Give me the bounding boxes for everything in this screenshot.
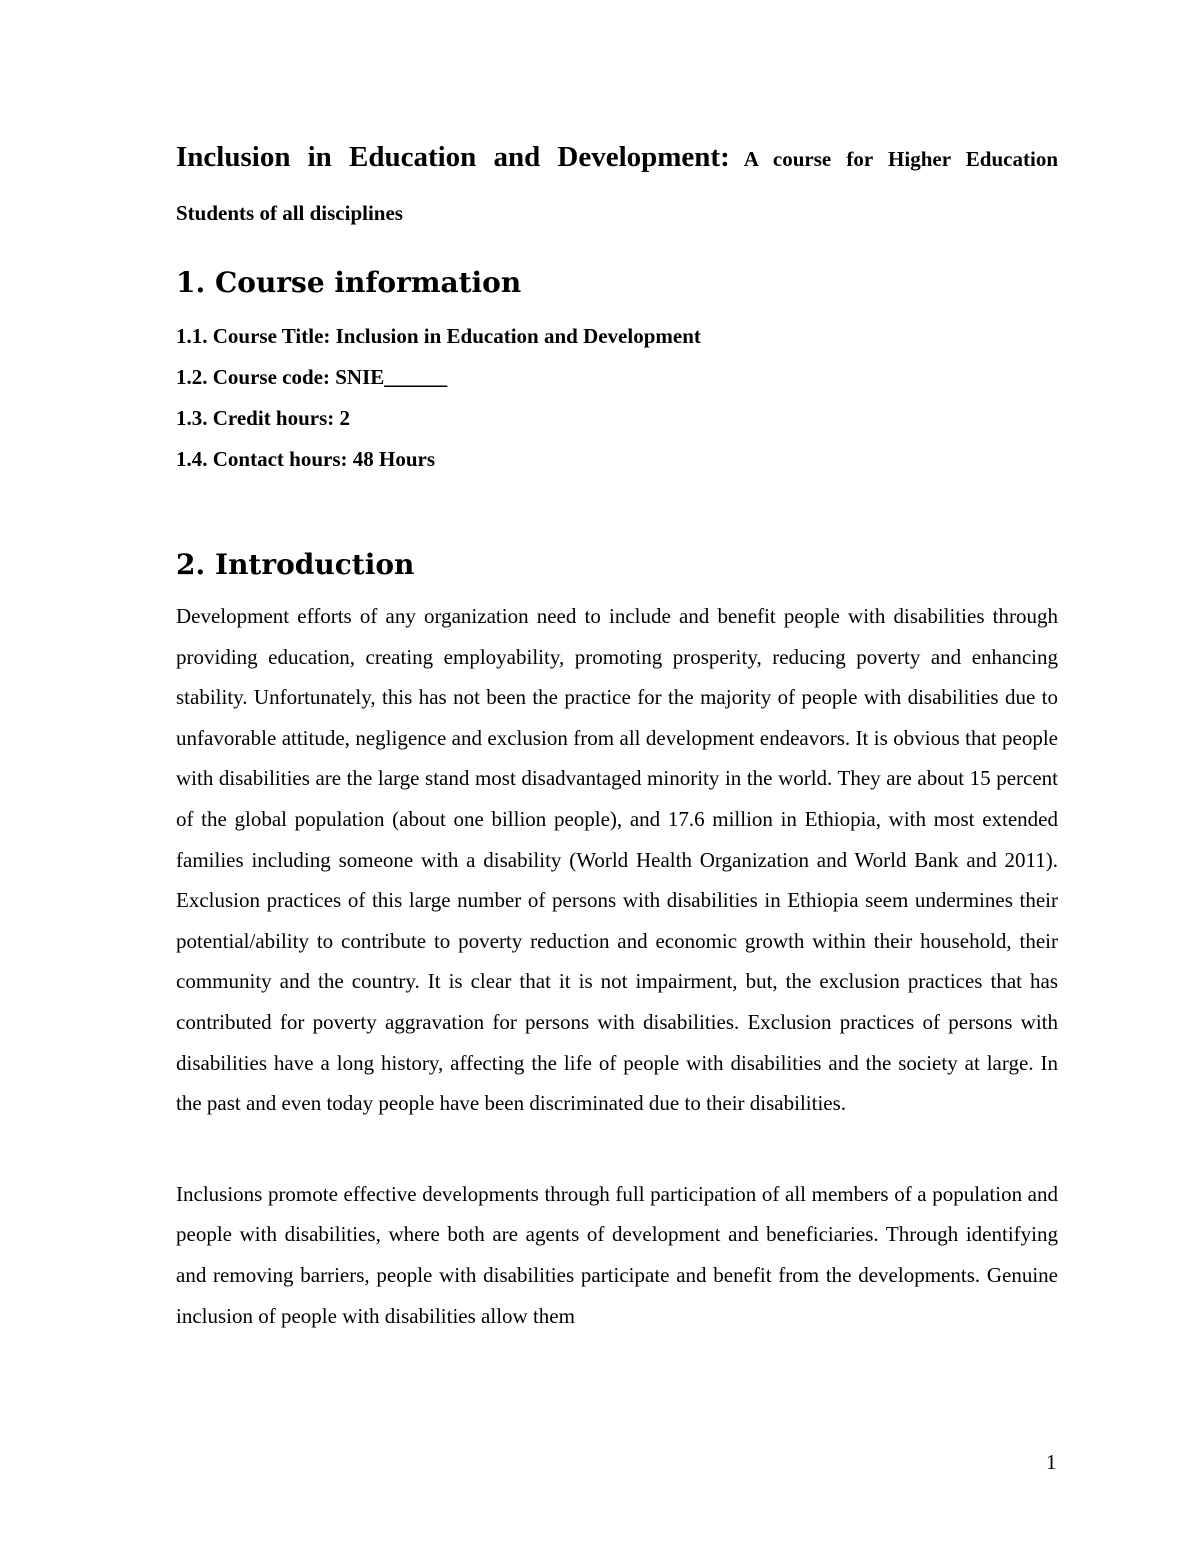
course-code-item: 1.2. Course code: SNIE______ [176,365,448,389]
introduction-paragraph: Development efforts of any organization need to include and benefit people with disabilities through providing education, creating employability, promoting prosperity, reducing poverty and enhancing stability. Unfortunately, this has not been the practice for the majority of people with disabilities due to unfavorable attitude, negligence and exclusion from all development endeavors. It is obvious that people with disabilities are the large stand most disadvantaged minority in the world. They are about 15 percent of the global population (about one billion people), and 17.6 million in Ethiopia, with most extended families including someone with a disability (World Health Organization and World Bank and 2011). Exclusion practices of this large number of persons with disabilities in Ethiopia seem undermines their potential/ability to contribute to poverty reduction and economic growth within their household, their community and the country. It is clear that it is not impairment, but, the exclusion practices that has contributed for poverty aggravation for persons with disabilities. Exclusion practices of persons with disabilities have a long history, affecting the life of people with disabilities and the society at large. In the past and even today people have been discriminated due to their disabilities. [176,604,1058,1116]
document-title-sub: A course for Higher Education [743,147,1058,171]
introduction-heading: 2. Introduction [176,548,415,581]
document-title [176,130,1058,186]
contact-hours-item: 1.4. Contact hours: 48 Hours [176,447,436,471]
page-number: 1 [1046,1450,1057,1474]
document-title-line2: Students of all disciplines [176,201,403,225]
course-information-list [176,316,1058,480]
course-title-item: 1.1. Course Title: Inclusion in Education and Development [176,324,701,348]
page-content [176,130,1058,1336]
document-title-main: Inclusion in Education and Development: [176,141,730,173]
course-information-heading: 1. Course information [176,266,522,299]
credit-hours-item: 1.3. Credit hours: 2 [176,406,351,430]
introduction-paragraph: Inclusions promote effective developments through full participation of all members of a population and people with disabilities, where both are agents of development and beneficiaries. Through identifying and removing barriers, people with disabilities participate and benefit from the developments. Genuine inclusion of people with disabilities allow them [176,1181,1058,1328]
